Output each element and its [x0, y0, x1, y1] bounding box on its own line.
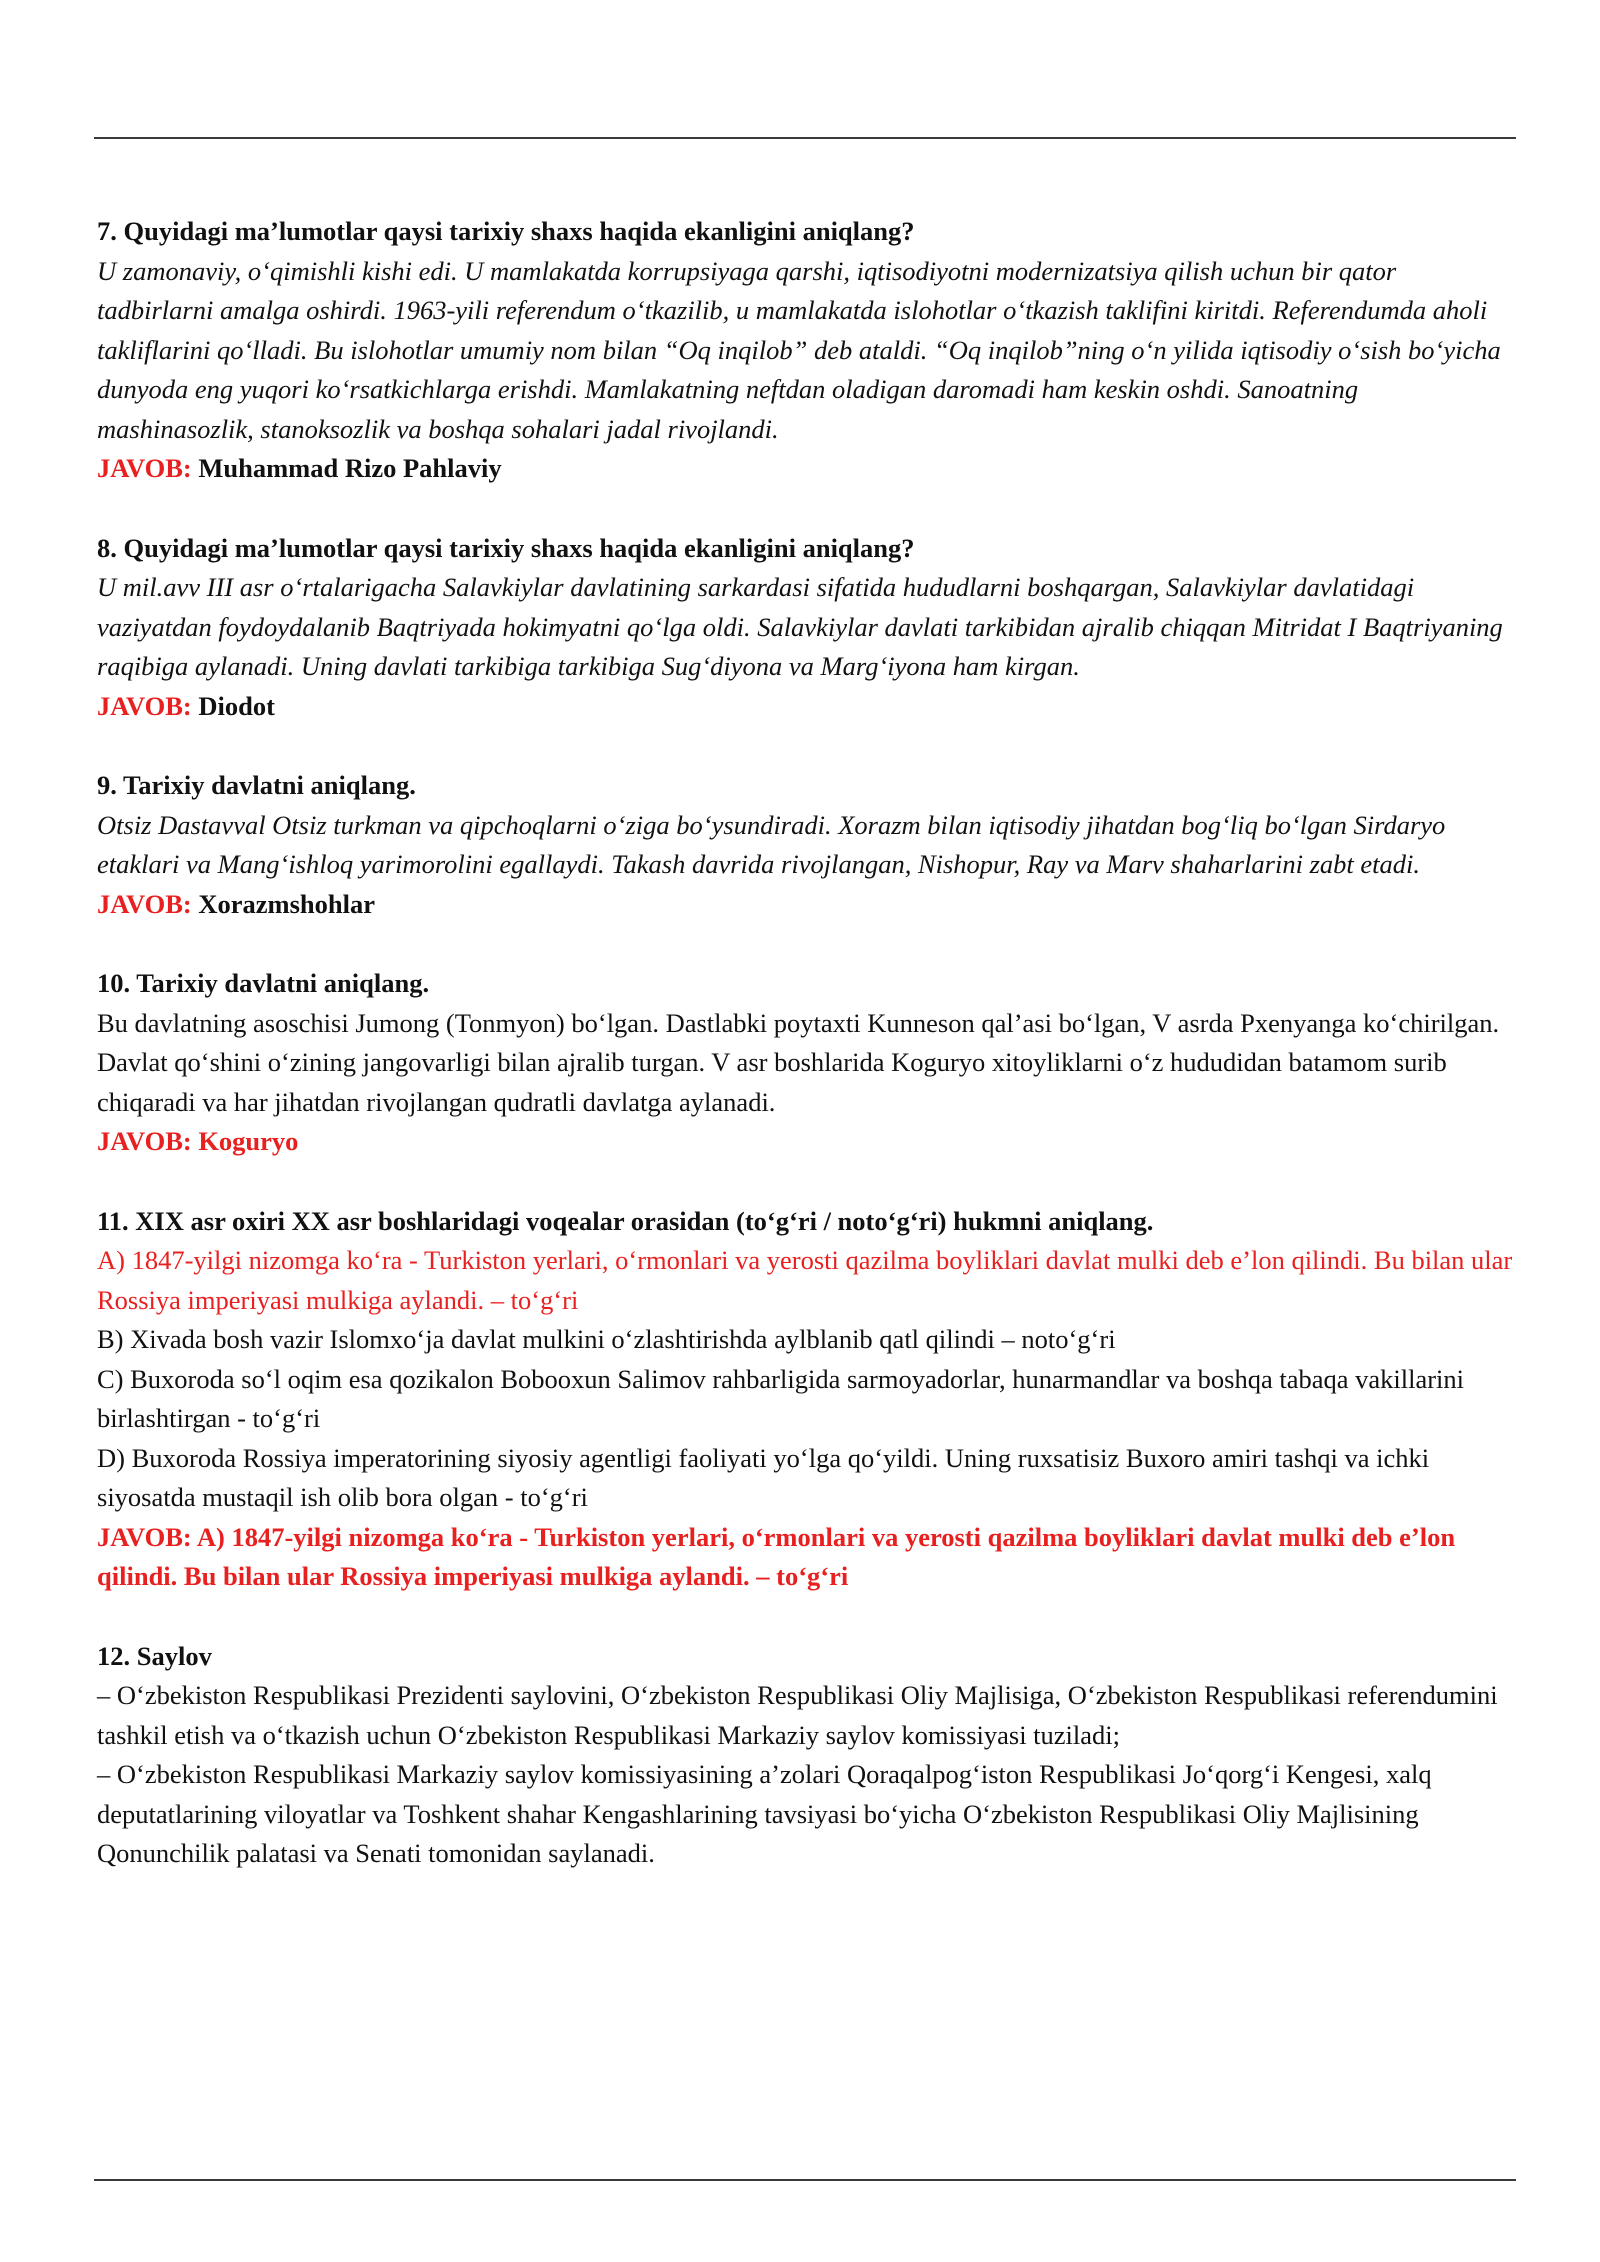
answer-value: Diodot	[198, 690, 275, 721]
option-b: B) Xivada bosh vazir Islomxo‘ja davlat mulkini o‘zlashtirishda aylblanib qatl qilindi – noto‘g‘ri	[97, 1324, 1116, 1354]
question-11	[97, 1202, 1517, 1597]
question-7-text: U zamonaviy, o‘qimishli kishi edi. U mamlakatda korrupsiyaga qarshi, iqtisodiyotni modernizatsiya qilish uchun bir qator tadbirlarni amalga oshirdi. 1963-yili referendum o‘tkazilib, u mamlakatda islohotlar o‘tkazish taklifini kiritdi. Referendumda aholi takliflarini qo‘lladi. Bu islohotlar umumiy nom bilan “Oq inqilob” deb ataldi. “Oq inqilob”ning o‘n yilida iqtisodiy o‘sish bo‘yicha dunyoda eng yuqori ko‘rsatkichlarga erishdi. Mamlakatning neftdan oladigan daromadi ham keskin oshdi. Sanoatning mashinasozlik, stanoksozlik va boshqa sohalari jadal rivojlandi.	[97, 255, 1501, 444]
question-9-text: Otsiz Dastavval Otsiz turkman va qipchoqlarni o‘ziga bo‘ysundiradi. Xorazm bilan iqtisodiy jihatdan bog‘liq bo‘lgan Sirdaryo etaklari va Mang‘ishloq yarimorolini egallaydi. Takash davrida rivojlangan, Nishopur, Ray va Marv shaharlarini zabt etadi.	[97, 809, 1446, 879]
question-8-text: U mil.avv III asr o‘rtalarigacha Salavkiylar davlatining sarkardasi sifatida hududlarni boshqargan, Salavkiylar davlatidagi vaziyatdan foydoydalanib Baqtriyada hokimyatni qo‘lga oldi. Salavkiylar davlati tarkibidan ajralib chiqqan Mitridat I Baqtriyaning raqibiga aylanadi. Uning davlati tarkibiga tarkibiga Sug‘diyona va Marg‘iyona ham kirgan.	[97, 572, 1503, 681]
answer-value: Xorazmshohlar	[198, 888, 375, 919]
question-10-text: Bu davlatning asoschisi Jumong (Tonmyon) bo‘lgan. Dastlabki poytaxti Kunneson qal’asi bo‘lgan, V asrda Pxenyanga ko‘chirilgan. Davlat qo‘shini o‘zining jangovarligi bilan ajralib turgan. V asr boshlarida Koguryo xitoyliklarni o‘z hududidan batamom surib chiqaradi va har jihatdan rivojlangan qudratli davlatga aylanadi.	[97, 1007, 1500, 1117]
option-a: A) 1847-yilgi nizomga ko‘ra - Turkiston yerlari, o‘rmonlari va yerosti qazilma boyliklari davlat mulki deb e’lon qilindi. Bu bilan ular Rossiya imperiyasi mulkiga aylandi. – to‘g‘ri	[97, 1245, 1513, 1315]
footer-rule	[94, 2179, 1516, 2181]
question-7	[97, 212, 1517, 489]
option-d: D) Buxoroda Rossiya imperatorining siyosiy agentligi faoliyati yo‘lga qo‘yildi. Uning ruxsatisiz Buxoro amiri tashqi va ichki siyosatda mustaqil ish olib bora olgan - to‘g‘ri	[97, 1442, 1430, 1512]
question-7-answer	[97, 449, 1517, 489]
question-8-heading: 8. Quyidagi ma’lumotlar qaysi tarixiy shaxs haqida ekanligini aniqlang?	[97, 532, 915, 563]
header-rule	[94, 137, 1516, 139]
question-10	[97, 964, 1517, 1162]
question-8-answer	[97, 687, 1517, 727]
question-9	[97, 766, 1517, 924]
question-10-answer: JAVOB: Koguryo	[97, 1126, 299, 1156]
question-7-heading: 7. Quyidagi ma’lumotlar qaysi tarixiy shaxs haqida ekanligini aniqlang?	[97, 216, 915, 246]
answer-value: Muhammad Rizo Pahlaviy	[198, 453, 502, 483]
question-9-heading: 9. Tarixiy davlatni aniqlang.	[97, 770, 416, 800]
answer-label: JAVOB:	[97, 690, 192, 721]
question-9-answer	[97, 885, 1517, 925]
question-11-answer: JAVOB: A) 1847-yilgi nizomga ko‘ra - Turkiston yerlari, o‘rmonlari va yerosti qazilma boyliklari davlat mulki deb e’lon qilindi. Bu bilan ular Rossiya imperiyasi mulkiga aylandi. – to‘g‘ri	[97, 1521, 1456, 1591]
question-12-heading: 12. Saylov	[97, 1640, 212, 1671]
question-8	[97, 529, 1517, 727]
question-12-line-1: – O‘zbekiston Respublikasi Prezidenti saylovini, O‘zbekiston Respublikasi Oliy Majlisiga, O‘zbekiston Respublikasi referendumini tashkil etish va o‘tkazish uchun O‘zbekiston Respublikasi Markaziy saylov komissiyasi tuziladi;	[97, 1680, 1498, 1750]
question-12	[97, 1637, 1517, 1874]
answer-label: JAVOB:	[97, 453, 192, 483]
answer-label: JAVOB:	[97, 888, 192, 919]
question-10-heading: 10. Tarixiy davlatni aniqlang.	[97, 968, 430, 998]
question-12-line-2: – O‘zbekiston Respublikasi Markaziy saylov komissiyasining a’zolari Qoraqalpog‘iston Respublikasi Jo‘qorg‘i Kengesi, xalq deputatlarining viloyatlar va Toshkent shahar Kengashlarining tavsiyasi bo‘yicha O‘zbekiston Respublikasi Oliy Majlisining Qonunchilik palatasi va Senati tomonidan saylanadi.	[97, 1759, 1432, 1868]
option-c: C) Buxoroda so‘l oqim esa qozikalon Bobooxun Salimov rahbarligida sarmoyadorlar, hunarmandlar va boshqa tabaqa vakillarini birlashtirgan - to‘g‘ri	[97, 1363, 1465, 1433]
document-body	[97, 212, 1517, 1874]
question-11-heading: 11. XIX asr oxiri XX asr boshlaridagi voqealar orasidan (to‘g‘ri / noto‘g‘ri) hukmni aniqlang.	[97, 1205, 1154, 1236]
